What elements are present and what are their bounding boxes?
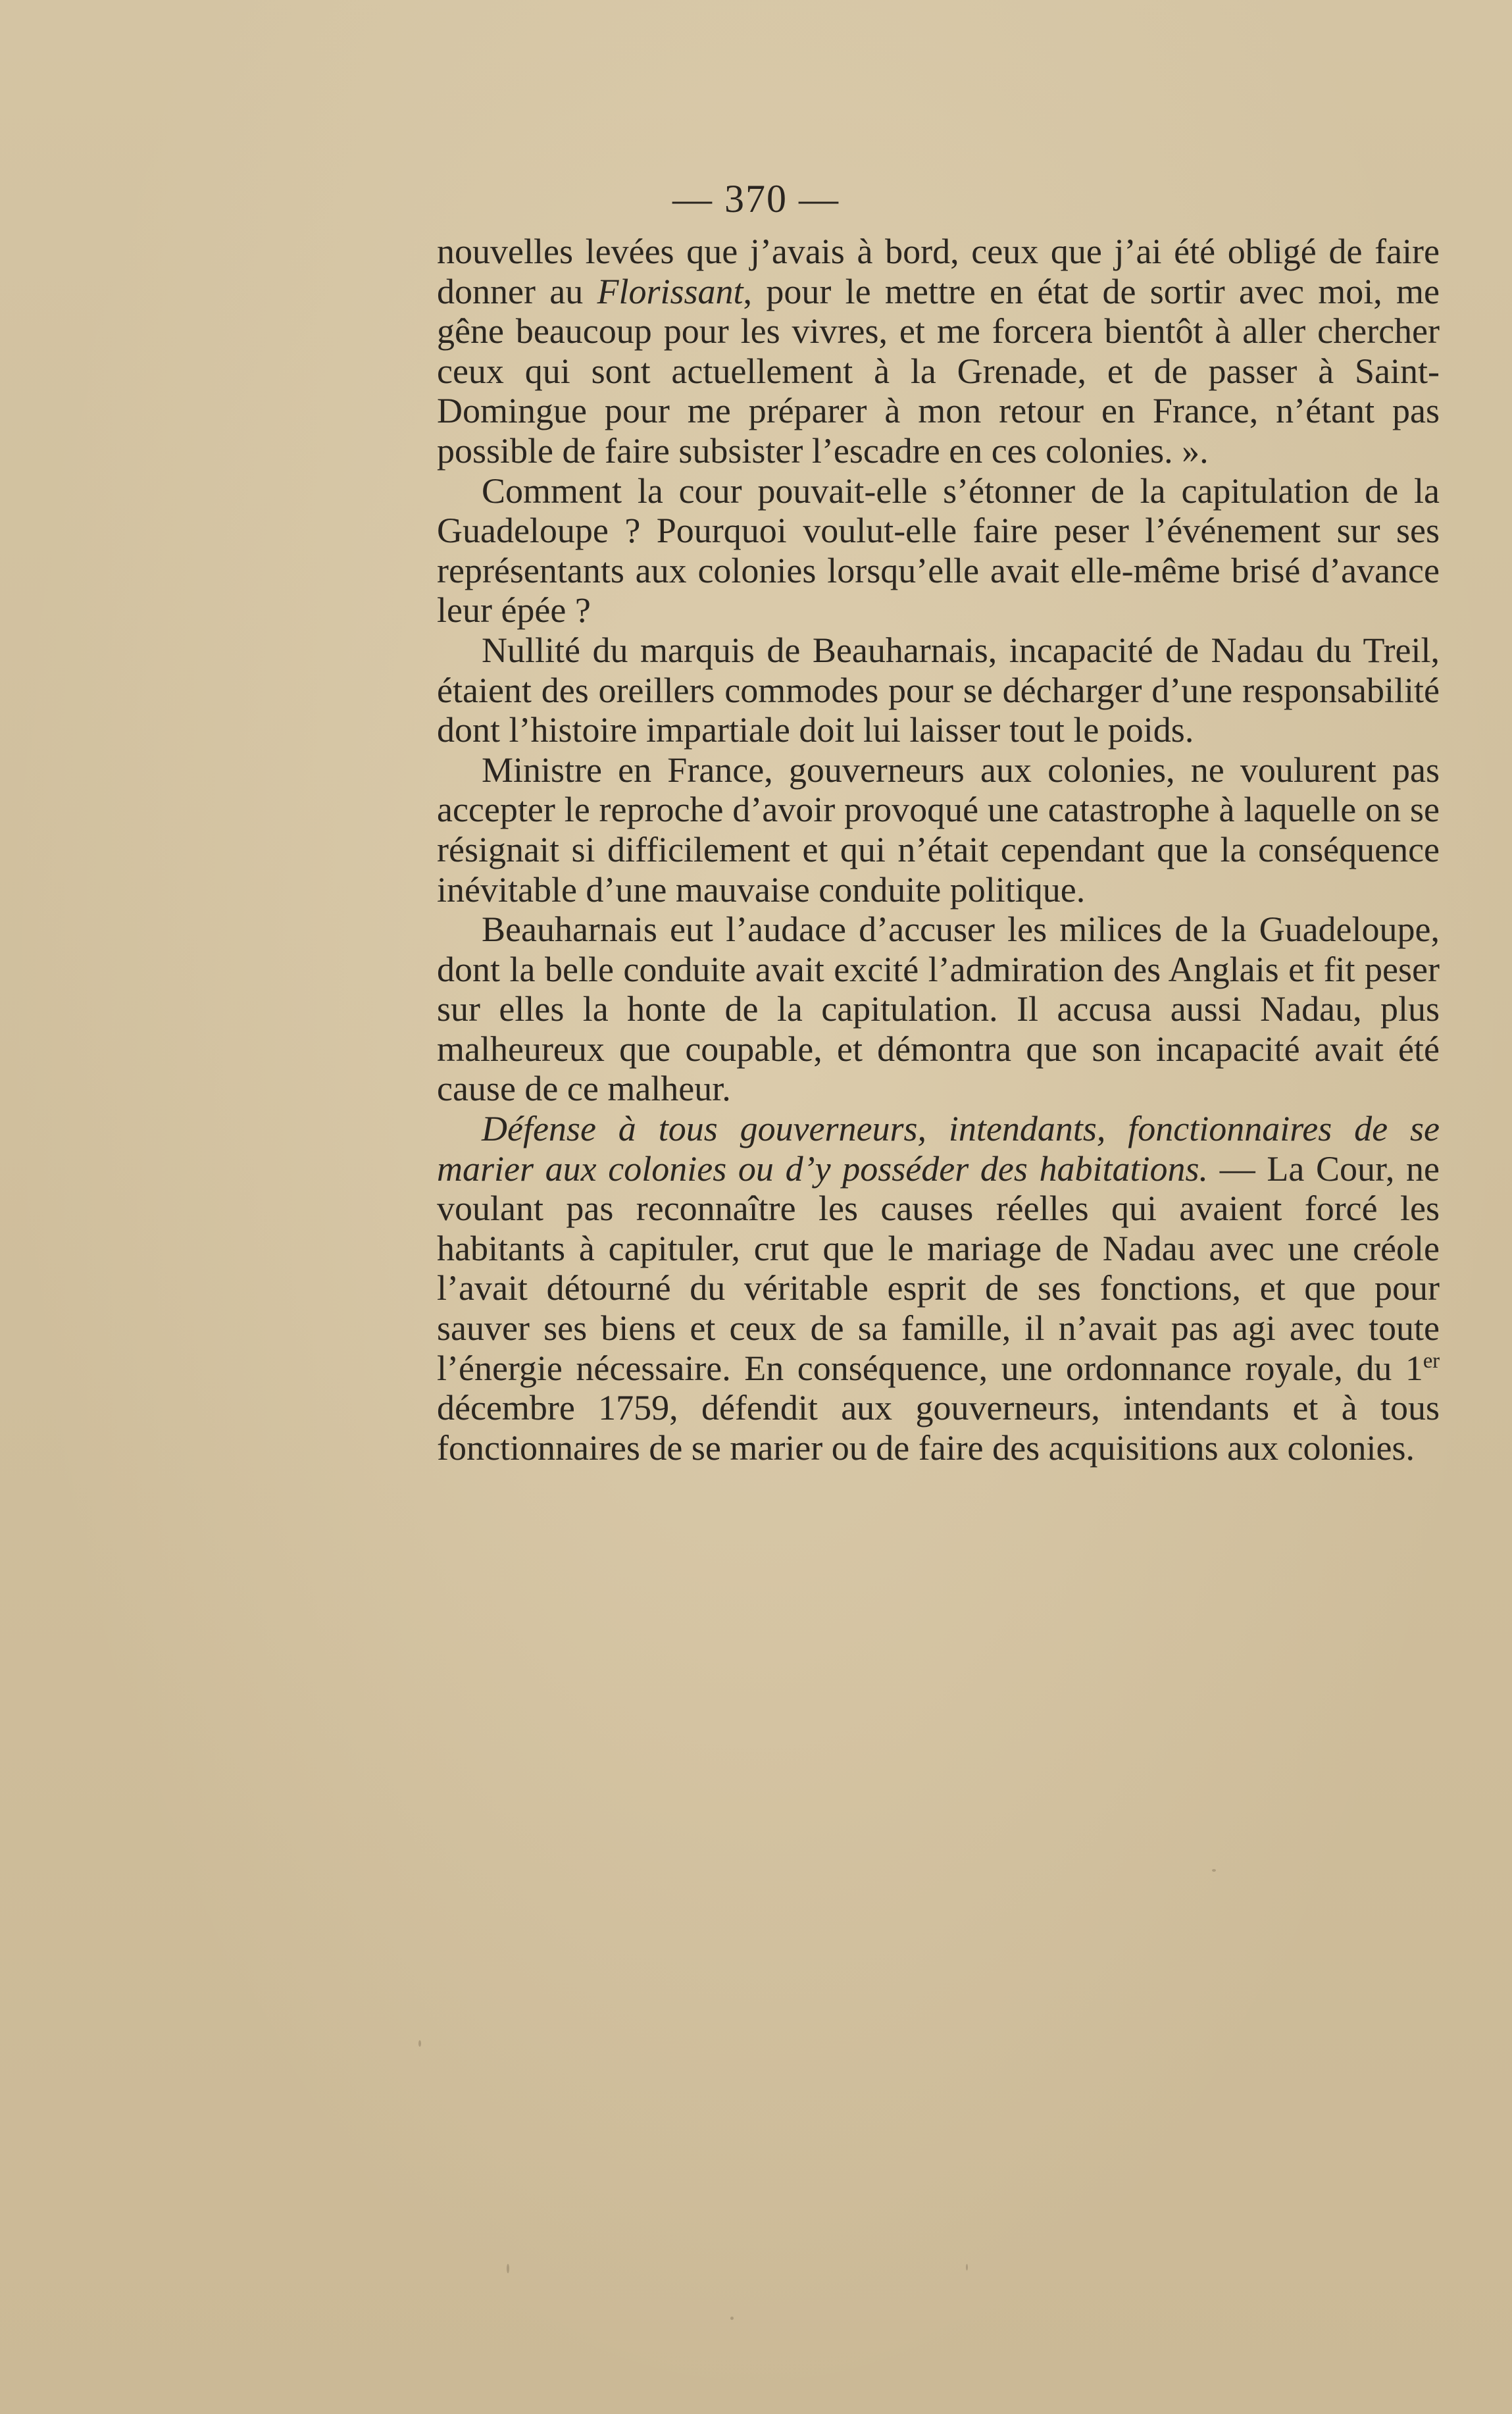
italic-text: Florissant [597, 271, 743, 311]
text-run: , pour le mettre en état de sortir avec moi, me gêne beaucoup pour les vivres, et me forcera bientôt à aller chercher ceux qui sont actuellement à la Grenade, et de passer à Saint-Domingue pour me préparer à mon retour en France, n’étant pas possible de faire subsister l’escadre en ces colonies. ». [437, 271, 1440, 471]
paper-speck [418, 2040, 421, 2047]
paragraph [437, 232, 1440, 471]
paper-speck [730, 2317, 734, 2320]
paragraph [437, 630, 1440, 750]
paper-speck [1212, 1869, 1216, 1872]
italic-text: Défense à tous gouverneurs, intendants, fonctionnaires de se marier aux colonies ou d’y posséder des habitations. [437, 1109, 1440, 1189]
text-run: Ministre en France, gouverneurs aux colonies, ne voulurent pas accepter le reproche d’avoir provoqué une catastrophe à laquelle on se résignait si difficilement et qui n’était cependant que la conséquence inévitable d’une mauvaise conduite politique. [437, 750, 1440, 910]
text-run: Beauharnais eut l’audace d’accuser les milices de la Guadeloupe, dont la belle conduite avait excité l’admiration des Anglais et fit peser sur elles la honte de la capitulation. Il accusa aussi Nadau, plus malheureux que coupable, et démontra que son incapacité avait été cause de ce malheur. [437, 910, 1440, 1109]
paragraph [437, 910, 1440, 1109]
superscript-text: er [1423, 1348, 1440, 1373]
text-run: décembre 1759, défendit aux gouverneurs, intendants et à tous fonctionnaires de se marier ou de faire des acquisitions aux colonies. [437, 1388, 1440, 1468]
page-number: — 370 — [672, 177, 840, 220]
paragraph [437, 1109, 1440, 1468]
text-run: nouvelles levées que j’avais à bord, ceux que j’ai été obligé de faire donner au [437, 232, 1440, 311]
text-run: Nullité du marquis de Beauharnais, incapacité de Nadau du Treil, étaient des oreillers commodes pour se décharger d’une responsabilité dont l’histoire impartiale doit lui laisser tout le poids. [437, 630, 1440, 750]
paragraph [437, 471, 1440, 630]
paragraph [437, 750, 1440, 910]
paper-speck [966, 2264, 968, 2271]
paper-speck [507, 2264, 509, 2273]
body-text [437, 232, 1440, 1468]
text-run: — La Cour, ne voulant pas reconnaître les causes réelles qui avaient forcé les habitants à capituler, crut que le mariage de Nadau avec une créole l’avait détourné du véritable esprit de ses fonctions, et que pour sauver ses biens et ceux de sa famille, il n’avait pas agi avec toute l’énergie nécessaire. En conséquence, une ordonnance royale, du 1 [437, 1148, 1440, 1388]
text-run: Comment la cour pouvait-elle s’étonner de la capitulation de la Guadeloupe ? Pourquoi voulut-elle faire peser l’événement sur ses représentants aux colonies lorsqu’elle avait elle-même brisé d’avance leur épée ? [437, 471, 1440, 630]
